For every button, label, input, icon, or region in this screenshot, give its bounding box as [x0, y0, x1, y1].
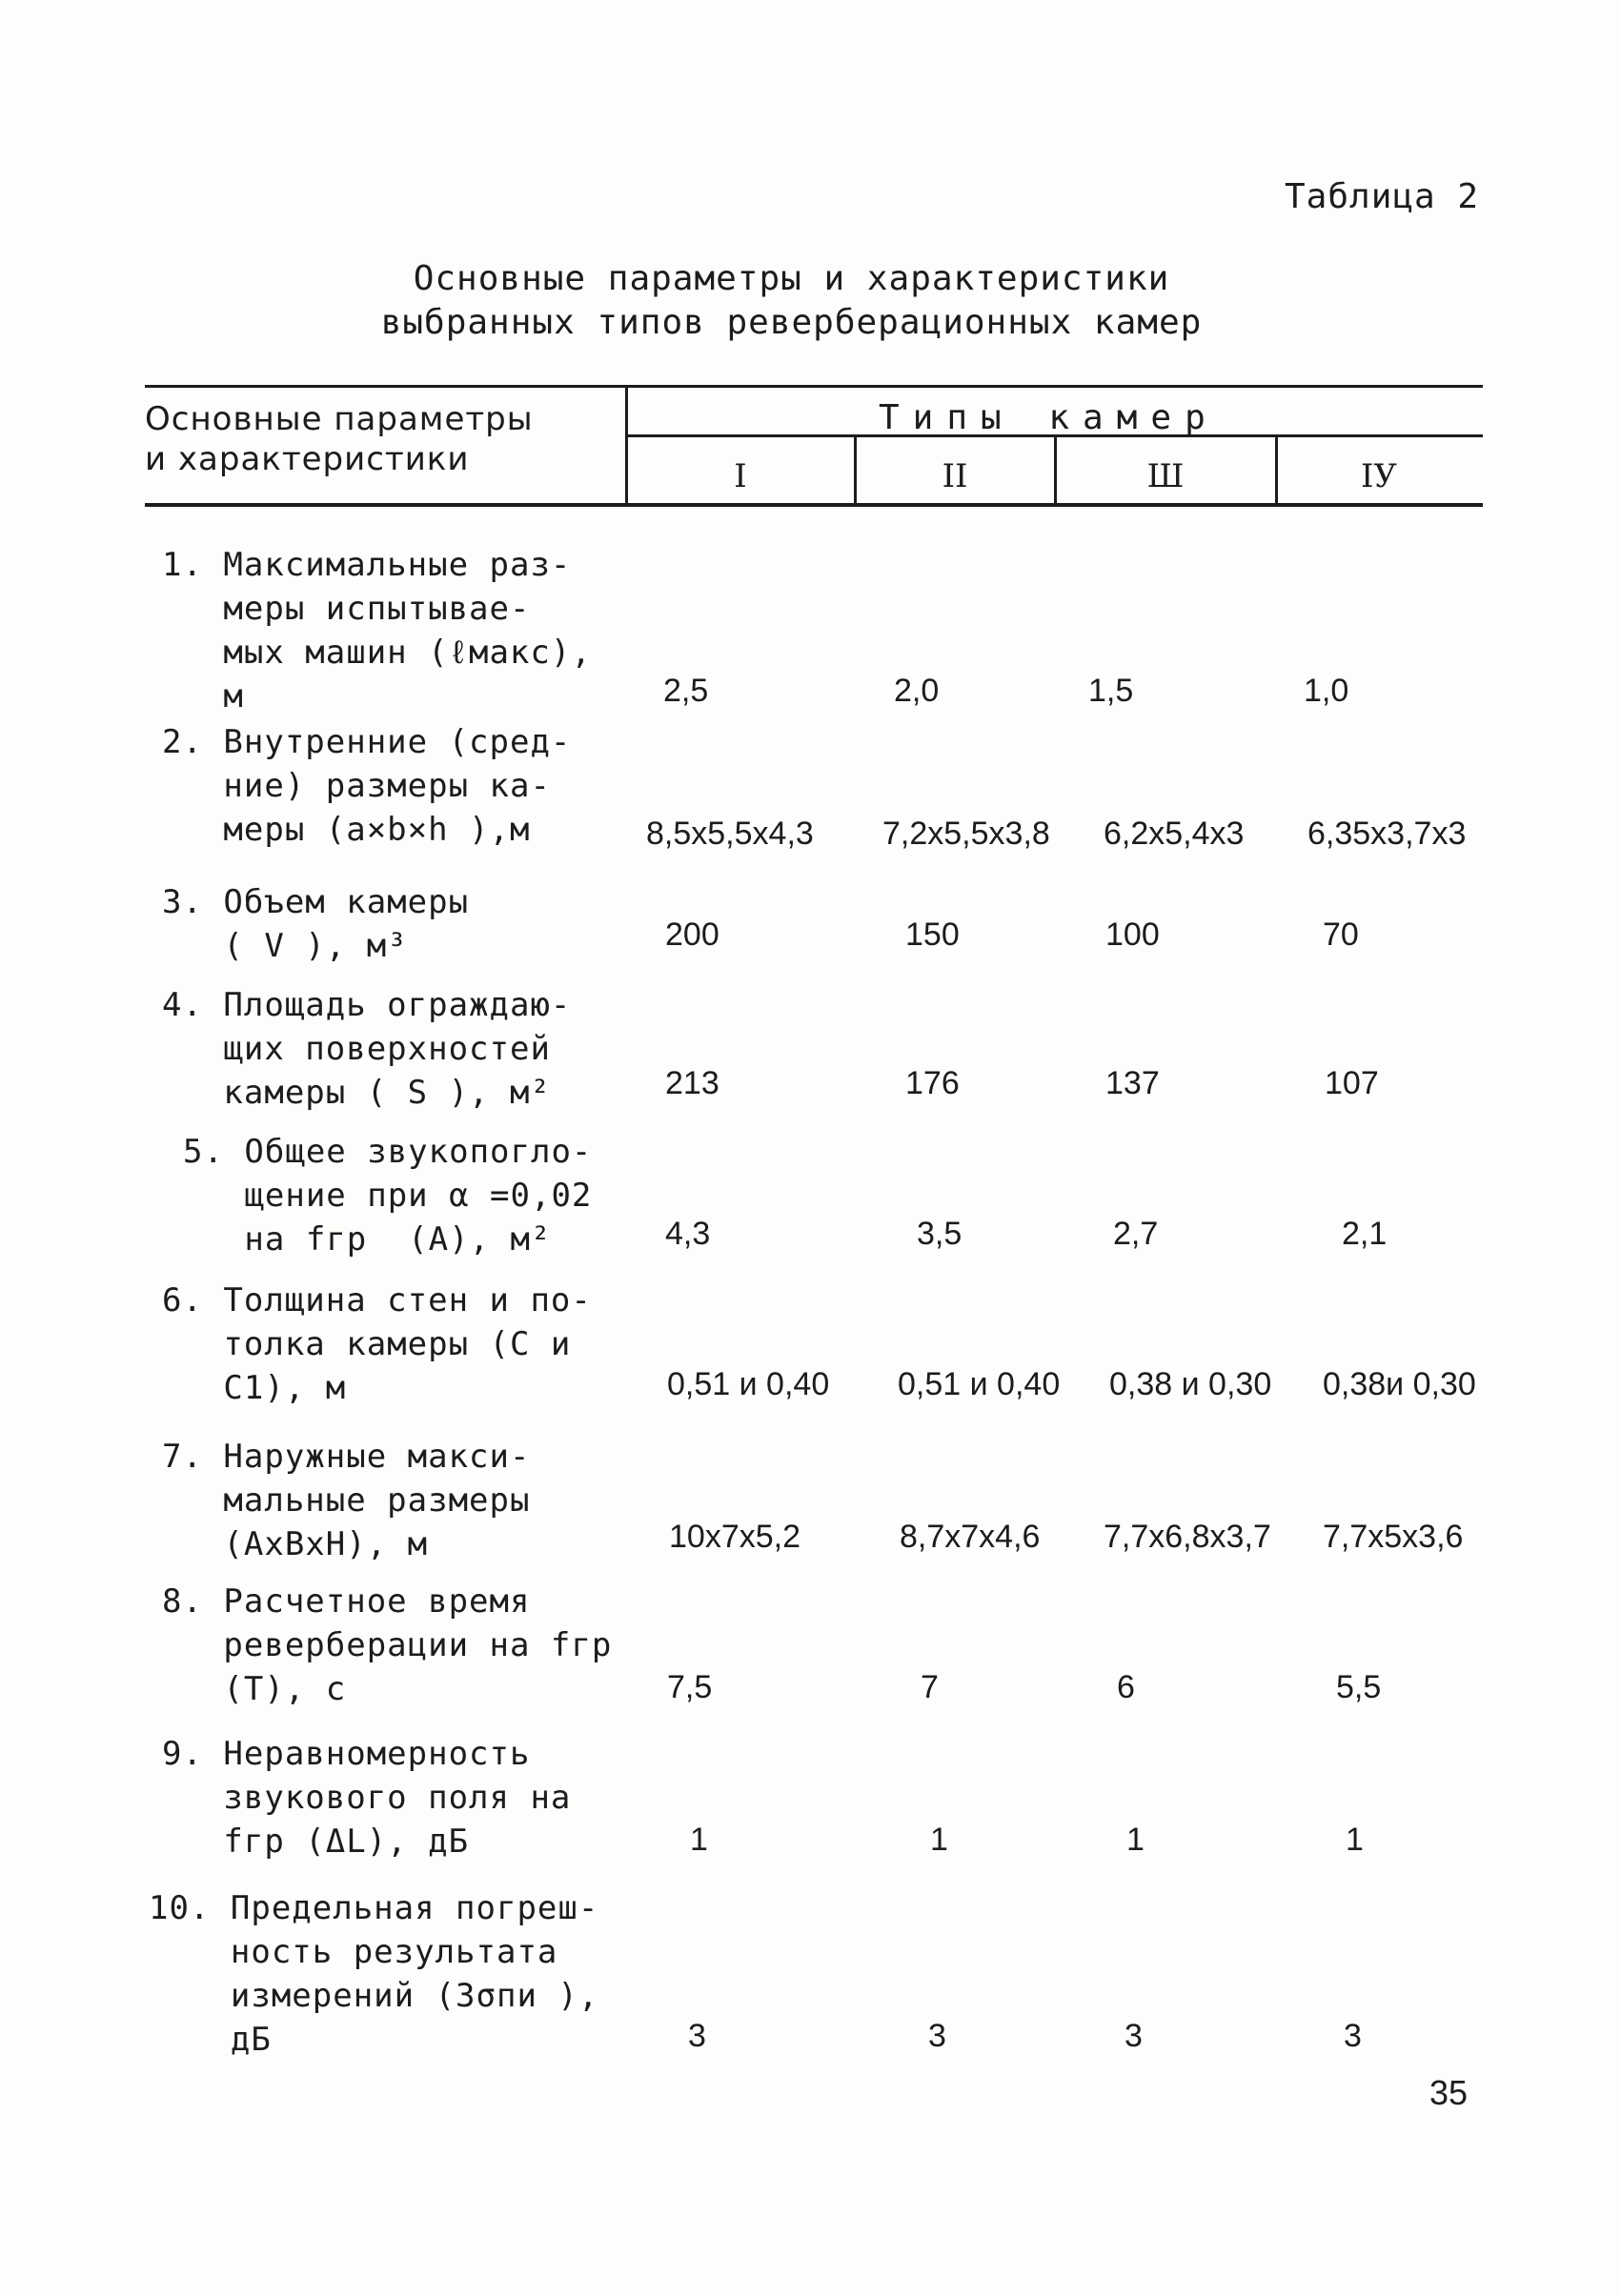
row-label-line: мых машин (ℓмакс), — [162, 634, 592, 672]
row-8-value-type-3: 6 — [1117, 1669, 1135, 1705]
row-label-line: дБ — [149, 2021, 272, 2059]
header-divider — [625, 385, 628, 505]
row-5-value-type-3: 2,7 — [1113, 1216, 1159, 1252]
header-param-line-1: Основные параметры — [145, 400, 534, 438]
row-3-value-type-3: 100 — [1105, 916, 1160, 953]
table-top-rule — [145, 385, 1483, 388]
row-6-value-type-3: 0,38 и 0,30 — [1109, 1366, 1272, 1402]
row-label-line: на fгр (A), м² — [183, 1220, 552, 1259]
header-bottom-rule — [145, 503, 1483, 507]
row-label-line: 7. Наружные макси- — [162, 1438, 531, 1476]
row-label — [162, 720, 571, 852]
row-8-value-type-1: 7,5 — [667, 1669, 713, 1705]
column-divider-3 — [1054, 434, 1057, 505]
row-3-value-type-1: 200 — [665, 916, 719, 953]
row-label-line: (AxBxH), м — [162, 1525, 429, 1563]
row-label-line: 4. Площадь ограждаю- — [162, 986, 572, 1024]
row-label — [162, 880, 469, 968]
row-label — [149, 1886, 598, 2062]
row-label-line: 10. Предельная погреш- — [149, 1889, 599, 1927]
row-label — [183, 1130, 592, 1261]
row-4-value-type-3: 137 — [1105, 1065, 1160, 1101]
row-3-value-type-4: 70 — [1323, 916, 1359, 953]
row-2-value-type-1: 8,5x5,5x4,3 — [646, 816, 814, 852]
row-label-line: 1. Максимальные раз- — [162, 546, 572, 584]
row-label-line: fгр (ΔL), дБ — [162, 1823, 470, 1861]
row-2-value-type-4: 6,35x3,7x3 — [1307, 816, 1467, 852]
row-4-value-type-1: 213 — [665, 1065, 719, 1101]
row-label — [162, 1732, 571, 1863]
row-1-value-type-2: 2,0 — [894, 673, 940, 709]
row-9-value-type-3: 1 — [1126, 1822, 1145, 1858]
row-label — [162, 983, 571, 1115]
row-label-line: меры (a×b×h ),м — [162, 811, 531, 849]
header-types-title: Типы камер — [879, 398, 1219, 437]
row-6-value-type-2: 0,51 и 0,40 — [898, 1366, 1061, 1402]
row-7-value-type-2: 8,7x7x4,6 — [900, 1519, 1041, 1555]
column-type-1: I — [734, 457, 747, 495]
row-1-value-type-3: 1,5 — [1088, 673, 1134, 709]
row-label-line: меры испытывае- — [162, 590, 531, 628]
row-label-line: толка камеры (C и — [162, 1325, 572, 1363]
row-label-line: 5. Общее звукопогло- — [183, 1133, 593, 1171]
row-10-value-type-3: 3 — [1125, 2018, 1143, 2054]
row-label-line: камеры ( S ), м² — [162, 1074, 551, 1112]
row-8-value-type-4: 5,5 — [1336, 1669, 1382, 1705]
row-10-value-type-2: 3 — [928, 2018, 946, 2054]
row-label — [162, 543, 592, 718]
column-type-4: IУ — [1360, 457, 1397, 495]
row-label-line: 8. Расчетное время — [162, 1582, 531, 1621]
row-7-value-type-3: 7,7x6,8x3,7 — [1104, 1519, 1271, 1555]
row-7-value-type-1: 10x7x5,2 — [669, 1519, 800, 1555]
row-label — [162, 1580, 612, 1711]
row-5-value-type-4: 2,1 — [1342, 1216, 1388, 1252]
row-5-value-type-2: 3,5 — [917, 1216, 962, 1252]
row-label-line: 9. Неравномерность — [162, 1735, 531, 1773]
row-label — [162, 1435, 530, 1566]
row-label-line: 3. Объем камеры — [162, 883, 470, 921]
row-label-line: щих поверхностей — [162, 1030, 551, 1068]
row-2-value-type-3: 6,2x5,4x3 — [1104, 816, 1245, 852]
table-caption-line-2: выбранных типов реверберационных камер — [380, 303, 1203, 342]
table-caption-line-1: Основные параметры и характеристики — [413, 259, 1170, 298]
column-type-3: Ш — [1146, 457, 1185, 495]
header-param-line-2: и характеристики — [145, 440, 470, 478]
row-label-line: ность результата — [149, 1933, 558, 1971]
row-label-line: реверберации на fгр — [162, 1626, 613, 1664]
row-6-value-type-4: 0,38и 0,30 — [1323, 1366, 1476, 1402]
column-type-2: II — [942, 457, 968, 495]
row-10-value-type-1: 3 — [688, 2018, 706, 2054]
row-9-value-type-1: 1 — [690, 1822, 708, 1858]
row-8-value-type-2: 7 — [921, 1669, 939, 1705]
page-number: 35 — [1429, 2073, 1469, 2112]
row-1-value-type-1: 2,5 — [663, 673, 709, 709]
row-label-line: 2. Внутренние (сред- — [162, 723, 572, 761]
column-divider-4 — [1275, 434, 1278, 505]
row-label-line: ( V ), м³ — [162, 927, 408, 965]
row-9-value-type-2: 1 — [930, 1822, 948, 1858]
row-1-value-type-4: 1,0 — [1304, 673, 1349, 709]
row-10-value-type-4: 3 — [1344, 2018, 1362, 2054]
row-label — [162, 1279, 592, 1410]
column-divider-2 — [854, 434, 857, 505]
row-label-line: м — [162, 677, 244, 715]
row-label-line: щение при α =0,02 — [183, 1177, 593, 1215]
row-9-value-type-4: 1 — [1346, 1822, 1364, 1858]
row-7-value-type-4: 7,7x5x3,6 — [1323, 1519, 1464, 1555]
row-4-value-type-4: 107 — [1325, 1065, 1379, 1101]
row-label-line: звукового поля на — [162, 1779, 572, 1817]
row-label-line: измерений (3σпи ), — [149, 1977, 599, 2015]
row-4-value-type-2: 176 — [905, 1065, 960, 1101]
row-3-value-type-2: 150 — [905, 916, 960, 953]
row-label-line: ние) размеры ка- — [162, 767, 551, 805]
row-label-line: 6. Толщина стен и по- — [162, 1281, 592, 1319]
row-2-value-type-2: 7,2x5,5x3,8 — [882, 816, 1050, 852]
row-label-line: (T), с — [162, 1670, 347, 1708]
row-5-value-type-1: 4,3 — [665, 1216, 711, 1252]
row-label-line: мальные размеры — [162, 1481, 531, 1520]
row-6-value-type-1: 0,51 и 0,40 — [667, 1366, 830, 1402]
row-label-line: C1), м — [162, 1369, 347, 1407]
table-label: Таблица 2 — [1285, 177, 1480, 216]
